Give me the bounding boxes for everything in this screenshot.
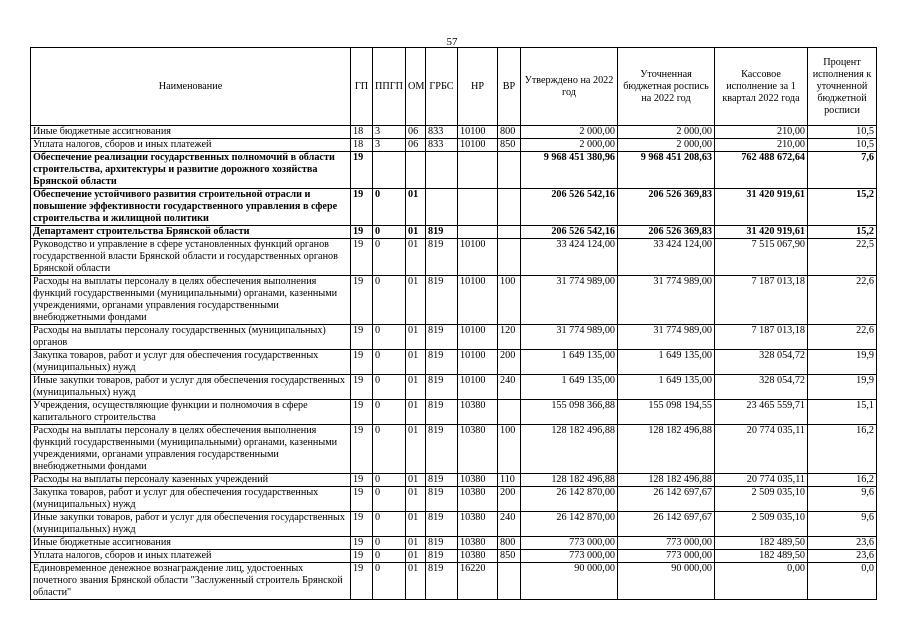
row-vr (498, 563, 521, 600)
row-approved: 9 968 451 380,96 (521, 152, 618, 189)
row-ppgp: 0 (373, 550, 406, 563)
row-refined: 31 774 989,00 (618, 276, 715, 325)
table-row (31, 550, 877, 563)
row-approved: 26 142 870,00 (521, 512, 618, 537)
row-refined: 2 000,00 (618, 139, 715, 152)
row-refined: 26 142 697,67 (618, 512, 715, 537)
header-om: ОМ (406, 48, 426, 126)
row-gp: 19 (351, 375, 373, 400)
row-nr: 10380 (458, 400, 498, 425)
row-grbs: 819 (426, 226, 458, 239)
header-grbs: ГРБС (426, 48, 458, 126)
table-row (31, 126, 877, 139)
row-ppgp: 0 (373, 487, 406, 512)
row-grbs: 819 (426, 550, 458, 563)
row-approved: 31 774 989,00 (521, 276, 618, 325)
table-row (31, 239, 877, 276)
table-row (31, 226, 877, 239)
row-nr (458, 189, 498, 226)
row-refined: 773 000,00 (618, 550, 715, 563)
row-vr (498, 189, 521, 226)
row-gp: 19 (351, 276, 373, 325)
row-name: Иные закупки товаров, работ и услуг для обеспечения государственных (муниципальных) нужд (31, 375, 351, 400)
row-cash: 182 489,50 (715, 537, 808, 550)
row-percent: 22,5 (808, 239, 877, 276)
row-ppgp: 3 (373, 139, 406, 152)
table-row (31, 325, 877, 350)
row-nr: 10100 (458, 239, 498, 276)
table-row (31, 189, 877, 226)
row-name: Уплата налогов, сборов и иных платежей (31, 139, 351, 152)
row-approved: 128 182 496,88 (521, 425, 618, 474)
row-om: 01 (406, 276, 426, 325)
row-nr: 10380 (458, 487, 498, 512)
row-refined: 26 142 697,67 (618, 487, 715, 512)
row-name: Иные бюджетные ассигнования (31, 126, 351, 139)
budget-table (30, 47, 877, 600)
row-gp: 19 (351, 350, 373, 375)
row-ppgp: 0 (373, 226, 406, 239)
row-vr: 100 (498, 276, 521, 325)
row-percent: 15,2 (808, 226, 877, 239)
row-percent: 9,6 (808, 487, 877, 512)
row-cash: 328 054,72 (715, 350, 808, 375)
row-gp: 19 (351, 325, 373, 350)
row-name: Учреждения, осуществляющие функции и полномочия в сфере капитального строительства (31, 400, 351, 425)
row-vr (498, 239, 521, 276)
table-header-row (31, 48, 877, 126)
row-grbs: 833 (426, 139, 458, 152)
header-cash: Кассовое исполнение за 1 квартал 2022 года (715, 48, 808, 126)
row-ppgp: 0 (373, 425, 406, 474)
table-row (31, 537, 877, 550)
row-cash: 762 488 672,64 (715, 152, 808, 189)
row-name: Расходы на выплаты персоналу казенных учреждений (31, 474, 351, 487)
header-name: Наименование (31, 48, 351, 126)
row-nr: 10380 (458, 512, 498, 537)
row-om: 06 (406, 126, 426, 139)
row-cash: 2 509 035,10 (715, 512, 808, 537)
row-gp: 19 (351, 550, 373, 563)
row-vr: 240 (498, 512, 521, 537)
row-cash: 7 187 013,18 (715, 325, 808, 350)
row-vr: 240 (498, 375, 521, 400)
row-cash: 328 054,72 (715, 375, 808, 400)
row-cash: 20 774 035,11 (715, 425, 808, 474)
row-gp: 18 (351, 139, 373, 152)
row-om (406, 152, 426, 189)
row-refined: 773 000,00 (618, 537, 715, 550)
row-grbs: 819 (426, 487, 458, 512)
row-name: Иные бюджетные ассигнования (31, 537, 351, 550)
row-om: 01 (406, 226, 426, 239)
row-nr: 10100 (458, 350, 498, 375)
row-refined: 2 000,00 (618, 126, 715, 139)
row-approved: 1 649 135,00 (521, 375, 618, 400)
table-row (31, 400, 877, 425)
row-ppgp: 0 (373, 563, 406, 600)
row-refined: 1 649 135,00 (618, 375, 715, 400)
row-om: 01 (406, 563, 426, 600)
row-cash: 31 420 919,61 (715, 189, 808, 226)
row-grbs: 819 (426, 375, 458, 400)
row-approved: 155 098 366,88 (521, 400, 618, 425)
table-body (31, 126, 877, 600)
row-nr (458, 226, 498, 239)
row-percent: 15,1 (808, 400, 877, 425)
row-approved: 773 000,00 (521, 550, 618, 563)
row-percent: 15,2 (808, 189, 877, 226)
row-refined: 9 968 451 208,63 (618, 152, 715, 189)
table-row (31, 512, 877, 537)
row-approved: 26 142 870,00 (521, 487, 618, 512)
page-number: 57 (446, 36, 458, 48)
row-grbs: 819 (426, 474, 458, 487)
row-vr: 850 (498, 550, 521, 563)
row-om: 01 (406, 239, 426, 276)
row-om: 01 (406, 474, 426, 487)
row-name: Обеспечение устойчивого развития строительной отрасли и повышение эффективности государственного управления в сфере строительства и жилищной политики (31, 189, 351, 226)
row-vr (498, 152, 521, 189)
row-refined: 206 526 369,83 (618, 189, 715, 226)
row-cash: 2 509 035,10 (715, 487, 808, 512)
row-cash: 20 774 035,11 (715, 474, 808, 487)
row-percent: 19,9 (808, 350, 877, 375)
row-om: 01 (406, 375, 426, 400)
row-gp: 19 (351, 512, 373, 537)
row-name: Закупка товаров, работ и услуг для обеспечения государственных (муниципальных) нужд (31, 487, 351, 512)
row-cash: 7 187 013,18 (715, 276, 808, 325)
row-approved: 1 649 135,00 (521, 350, 618, 375)
row-om: 01 (406, 487, 426, 512)
row-om: 01 (406, 537, 426, 550)
row-cash: 23 465 559,71 (715, 400, 808, 425)
row-nr: 10380 (458, 425, 498, 474)
row-refined: 1 649 135,00 (618, 350, 715, 375)
row-vr: 850 (498, 139, 521, 152)
row-gp: 19 (351, 563, 373, 600)
row-approved: 206 526 542,16 (521, 226, 618, 239)
header-refined: Уточненная бюджетная роспись на 2022 год (618, 48, 715, 126)
row-name: Единовременное денежное вознаграждение лиц, удостоенных почетного звания Брянской области "Заслуженный строитель Брянской области" (31, 563, 351, 600)
row-om: 01 (406, 400, 426, 425)
row-cash: 31 420 919,61 (715, 226, 808, 239)
row-refined: 90 000,00 (618, 563, 715, 600)
table-row (31, 563, 877, 600)
row-refined: 128 182 496,88 (618, 425, 715, 474)
row-approved: 90 000,00 (521, 563, 618, 600)
row-ppgp: 3 (373, 126, 406, 139)
row-nr: 10380 (458, 474, 498, 487)
row-ppgp: 0 (373, 375, 406, 400)
row-ppgp: 0 (373, 512, 406, 537)
row-vr: 800 (498, 537, 521, 550)
row-gp: 19 (351, 474, 373, 487)
row-refined: 31 774 989,00 (618, 325, 715, 350)
row-ppgp: 0 (373, 239, 406, 276)
row-percent: 0,0 (808, 563, 877, 600)
row-vr (498, 400, 521, 425)
row-ppgp: 0 (373, 276, 406, 325)
row-ppgp: 0 (373, 325, 406, 350)
row-grbs: 819 (426, 350, 458, 375)
row-om: 01 (406, 550, 426, 563)
row-nr (458, 152, 498, 189)
row-grbs: 833 (426, 126, 458, 139)
row-gp: 19 (351, 239, 373, 276)
row-percent: 22,6 (808, 276, 877, 325)
row-percent: 23,6 (808, 550, 877, 563)
row-ppgp (373, 152, 406, 189)
row-approved: 33 424 124,00 (521, 239, 618, 276)
row-om: 06 (406, 139, 426, 152)
table-row (31, 276, 877, 325)
row-cash: 210,00 (715, 126, 808, 139)
row-grbs: 819 (426, 276, 458, 325)
header-vr: ВР (498, 48, 521, 126)
row-gp: 19 (351, 226, 373, 239)
row-percent: 23,6 (808, 537, 877, 550)
table-row (31, 152, 877, 189)
row-grbs: 819 (426, 563, 458, 600)
row-percent: 16,2 (808, 425, 877, 474)
row-grbs: 819 (426, 325, 458, 350)
row-name: Департамент строительства Брянской области (31, 226, 351, 239)
row-name: Иные закупки товаров, работ и услуг для обеспечения государственных (муниципальных) нужд (31, 512, 351, 537)
row-om: 01 (406, 512, 426, 537)
row-ppgp: 0 (373, 350, 406, 375)
row-grbs: 819 (426, 537, 458, 550)
row-gp: 19 (351, 189, 373, 226)
row-nr: 10100 (458, 375, 498, 400)
row-gp: 19 (351, 152, 373, 189)
table-row (31, 375, 877, 400)
row-nr: 10100 (458, 325, 498, 350)
row-cash: 182 489,50 (715, 550, 808, 563)
row-nr: 10380 (458, 537, 498, 550)
row-grbs: 819 (426, 239, 458, 276)
row-refined: 206 526 369,83 (618, 226, 715, 239)
row-name: Закупка товаров, работ и услуг для обеспечения государственных (муниципальных) нужд (31, 350, 351, 375)
row-name: Обеспечение реализации государственных полномочий в области строительства, архитектуры и развитие дорожного хозяйства Брянской области (31, 152, 351, 189)
row-name: Расходы на выплаты персоналу государственных (муниципальных) органов (31, 325, 351, 350)
row-gp: 19 (351, 537, 373, 550)
row-cash: 0,00 (715, 563, 808, 600)
table-row (31, 350, 877, 375)
row-cash: 7 515 067,90 (715, 239, 808, 276)
row-gp: 19 (351, 487, 373, 512)
row-vr: 200 (498, 350, 521, 375)
row-refined: 128 182 496,88 (618, 474, 715, 487)
table-row (31, 139, 877, 152)
row-ppgp: 0 (373, 400, 406, 425)
row-refined: 33 424 124,00 (618, 239, 715, 276)
row-percent: 9,6 (808, 512, 877, 537)
row-grbs: 819 (426, 400, 458, 425)
row-percent: 10,5 (808, 139, 877, 152)
row-grbs (426, 152, 458, 189)
row-ppgp: 0 (373, 189, 406, 226)
row-grbs: 819 (426, 512, 458, 537)
row-name: Уплата налогов, сборов и иных платежей (31, 550, 351, 563)
row-nr: 16220 (458, 563, 498, 600)
row-gp: 19 (351, 425, 373, 474)
row-om: 01 (406, 350, 426, 375)
row-approved: 2 000,00 (521, 139, 618, 152)
row-vr: 120 (498, 325, 521, 350)
row-grbs: 819 (426, 425, 458, 474)
row-om: 01 (406, 189, 426, 226)
row-vr: 100 (498, 425, 521, 474)
row-grbs (426, 189, 458, 226)
row-approved: 128 182 496,88 (521, 474, 618, 487)
row-vr: 110 (498, 474, 521, 487)
row-nr: 10100 (458, 139, 498, 152)
row-vr (498, 226, 521, 239)
row-nr: 10100 (458, 126, 498, 139)
row-percent: 7,6 (808, 152, 877, 189)
row-percent: 16,2 (808, 474, 877, 487)
table-row (31, 487, 877, 512)
row-cash: 210,00 (715, 139, 808, 152)
row-vr: 800 (498, 126, 521, 139)
row-refined: 155 098 194,55 (618, 400, 715, 425)
header-percent: Процент исполнения к уточненной бюджетной росписи (808, 48, 877, 126)
table-row (31, 474, 877, 487)
header-ppgp: ППГП (373, 48, 406, 126)
row-approved: 206 526 542,16 (521, 189, 618, 226)
row-ppgp: 0 (373, 537, 406, 550)
row-om: 01 (406, 425, 426, 474)
row-percent: 19,9 (808, 375, 877, 400)
header-nr: НР (458, 48, 498, 126)
row-approved: 773 000,00 (521, 537, 618, 550)
row-gp: 19 (351, 400, 373, 425)
row-ppgp: 0 (373, 474, 406, 487)
row-percent: 10,5 (808, 126, 877, 139)
row-vr: 200 (498, 487, 521, 512)
row-om: 01 (406, 325, 426, 350)
row-name: Руководство и управление в сфере установленных функций органов государственной власти Брянской области и государственных органов Брянской области (31, 239, 351, 276)
row-name: Расходы на выплаты персоналу в целях обеспечения выполнения функций государственными (муниципальными) органами, казенными учреждениями, органами управления государственными внебюджетными фондами (31, 276, 351, 325)
row-approved: 2 000,00 (521, 126, 618, 139)
header-approved: Утверждено на 2022 год (521, 48, 618, 126)
row-nr: 10380 (458, 550, 498, 563)
row-name: Расходы на выплаты персоналу в целях обеспечения выполнения функций государственными (муниципальными) органами, казенными учреждениями, органами управления государственными внебюджетными фондами (31, 425, 351, 474)
row-gp: 18 (351, 126, 373, 139)
row-approved: 31 774 989,00 (521, 325, 618, 350)
table-row (31, 425, 877, 474)
row-percent: 22,6 (808, 325, 877, 350)
header-gp: ГП (351, 48, 373, 126)
row-nr: 10100 (458, 276, 498, 325)
